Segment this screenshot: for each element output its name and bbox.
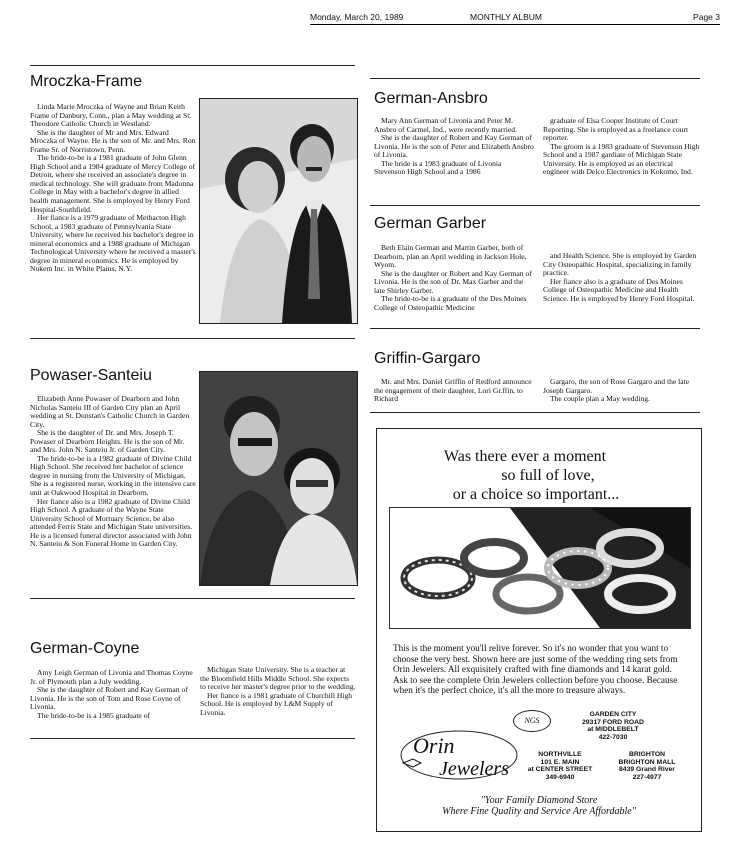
headline-mroczka-frame: Mroczka-Frame [30,73,143,90]
paragraph: graduate of Elsa Cooper Institute of Court Reporting. She is employed as a freelance court reporter. [543,116,689,143]
paragraph: The bride-to-be is a 1982 graduate of Divine Child High School. She received her bachelor of science degree in nursing from the University of Michigan. She is a registered nurse, working in the intensive care unit at Oakwood Hospital in Dearborn. [30,453,196,498]
divider [370,205,700,206]
ad-tagline [377,795,701,817]
store-northville [525,751,595,781]
paragraph: Amy Leigh German of Livonia and Thomas Coyne Jr. of Plymouth plan a July wedding. [30,668,193,686]
article-griffin-gargaro-col2 [543,378,701,404]
logo-text-orin: Orin [413,733,455,758]
article-german-garber-col2 [543,252,701,303]
store-line: at MIDDLEBELT [587,726,639,734]
article-griffin-gargaro-col1 [374,378,534,404]
article-powaser-santeiu [30,395,196,549]
paragraph: Mr. and Mrs. Daniel Griffin of Redford announce the engagement of their daughter, Lori Gr.ffin, to Richard [374,377,532,404]
paragraph: Elizabeth Anne Powaser of Dearborn and John Nicholas Santeiu III of Garden City plan an April wedding at St. Dunstan's Catholic Church in Garden City. [30,394,190,429]
article-german-ansbro-col2 [543,117,701,177]
paragraph: Linda Marie Mroczka of Wayne and Brian Keith Frame of Danbury, Conn., plan a May wedding at St. Theodore Catholic Church in Westland. [30,102,192,129]
paragraph: She is the daughter of Robert and Kay German of Livonia. He is the son of Tom and Rose Coyne of Livonia. [30,685,188,712]
divider [370,78,700,79]
paragraph: Her fiance is a 1981 graduate of Churchill High School. He is employed by L&M Supply of Livonia. [200,690,353,717]
ad-headline-line: so full of love, [501,467,595,484]
divider [30,598,355,599]
ad-body-copy: This is the moment you'll relive forever. So it's no wonder that you want to choose the very best. Shown here are just some of the wedding ring sets from Orin Jewelers. All exquisitely crafted with fine diamonds and 14 karat gold. Ask to see the complete Orin Jewelers collection before you choose. Because when it's the perfect choice, it's all the more to treasure always. [393,643,678,696]
ad-headline-line: Was there ever a moment [443,448,607,465]
couple-photo-powaser-santeiu [199,371,358,586]
store-line: NORTHVILLE [538,751,582,758]
paragraph: and Health Science. She is employed by Garden City Osteopathic Hospital, specializing in family practice. [543,251,697,278]
ad-store-info [377,707,701,831]
logo-text-jewelers: Jewelers [439,758,509,780]
paragraph: Her fiance also is a 1982 graduate of Divine Child High School. A graduate of the Wayne State University School of Mortuary Science, be also attended Ferris State and Michigan State universities. He is a licensed funeral director associated with John N. Santeiu & Son Funeral Home in Garden City. [30,496,193,549]
paragraph: The bride-to-be is a graduate of the Des Moines College of Osteopathic Medicine [374,294,527,312]
store-line: 101 E. MAIN [540,758,580,766]
paragraph: Mary Ann German of Livonia and Peter M. Ansbro of Carmel, Ind., were recently married. [374,116,517,134]
store-line: BRIGHTON MALL [618,758,676,766]
header-publication: MONTHLY ALBUM [470,12,542,22]
store-line: GARDEN CITY [589,711,637,718]
headline-german-ansbro: German-Ansbro [374,90,488,107]
couple-photo-mroczka-frame [199,98,358,324]
header-page-number: Page 3 [693,12,720,22]
paragraph: The bride-to-be is a 1981 graduate of John Glenn High School and a 1984 graduate of Mercy College of Detroit, where she received an associate's degree in medical technology. She will graduate from Madonna College in May with a bachelor's degree in allied health management. She is employed by Henry Ford Hospital-Southfield. [30,153,196,214]
paragraph: Her fiance is a 1979 graduate of Methacton High School, a 1983 graduate of Pennsylvania State University, where he received his bachelor's degree in mineral economics and a 1988 graduate of Michigan Technological University where he received a master's degree in mineral economics. He is employed by Nukem Inc. in White Plains, N.Y. [30,213,196,274]
paragraph: Beth Elain German and Martin Garber, both of Dearborn, plan an April wedding in Jackson Hole, Wyom. [374,243,527,270]
divider [370,412,700,413]
store-line: 422-7030 [598,733,628,741]
divider [30,65,355,66]
ngs-badge: NGS [513,710,551,732]
article-german-garber-col1 [374,244,534,312]
tagline-line: Where Fine Quality and Service Are Affordable" [442,806,636,817]
paragraph: Michigan State University. She is a teacher at the Bloomfield Hills Middle School. She expects to receive her master's degree prior to the wedding. [200,665,356,692]
store-line: BRIGHTON [628,751,666,758]
paragraph: The groom is a 1983 graduate of Stevenson High School and a 1987 gardiate of Michigan State University. He is employed as an electrical engineer with Delco Electronics in Kokomo, Ind. [543,141,700,177]
orin-jewelers-advertisement [376,428,702,832]
store-line: 8439 Grand River [619,766,675,774]
orin-jewelers-logo [399,727,539,783]
header-date: Monday, March 20, 1989 [310,12,404,22]
wedding-rings-photo [389,507,691,629]
store-brighton [607,751,687,781]
paragraph: The bride-to-be is a 1985 graduate of [37,710,151,720]
article-german-coyne-col1 [30,669,196,720]
paragraph: Her fiance also is a graduate of Des Moines College of Osteopathic Medicine and Health Science. He is employed by Henry Ford Hospital. [543,276,695,303]
paragraph: She is the daughter of Dr. and Mrs. Joseph T. Powaser of Dearborn Heights. He is the son of Mr. and Mrs. John N. Santeiu Jr. of Garden City. [30,428,185,455]
tagline-line: "Your Family Diamond Store [480,795,598,806]
ad-headline [377,447,701,504]
article-mroczka-frame [30,103,196,274]
store-line: 227-4977 [632,773,662,781]
store-line: 29317 FORD ROAD [582,718,644,726]
page-header [310,12,720,24]
divider [30,338,355,339]
header-rule [310,24,720,25]
paragraph: She is the daughter or Robert and Kay German of Livonia. He is the son of Dr. Max Garber and the late Shirley Garber. [374,268,532,295]
ad-headline-line: or a choice so important... [452,486,620,503]
store-line: 349-6940 [545,773,575,781]
paragraph: The couple plan a May wedding. [550,394,650,404]
store-garden-city [553,711,673,741]
paragraph: She is the daughter of Robert and Kay German of Livonia. He is the son of Peter and Elizabeth Ansbro of Livonia. [374,133,534,160]
article-german-coyne-col2 [200,666,356,717]
headline-griffin-gargaro: Griffin-Gargaro [374,350,481,367]
store-line: at CENTER STREET [527,766,593,774]
paragraph: Gargaro, the son of Rose Gargaro and the late Joseph Gargaro. [543,377,690,395]
paragraph: The bride is a 1983 graduate of Livonia Stevenson High School and a 1986 [374,158,502,177]
article-german-ansbro-col1 [374,117,534,177]
divider [30,738,355,739]
headline-german-garber: German Garber [374,215,487,232]
headline-german-coyne: German-Coyne [30,640,140,657]
paragraph: She is the daughter of Mr and Mrs. Edward Mroczka of Wayne. He is the son of Mr. and Mrs. Ron Frame Sr. of Norristown, Penn. [30,127,196,154]
diamond-icon [403,759,421,767]
divider [370,328,700,329]
headline-powaser-santeiu: Powaser-Santeiu [30,367,152,384]
